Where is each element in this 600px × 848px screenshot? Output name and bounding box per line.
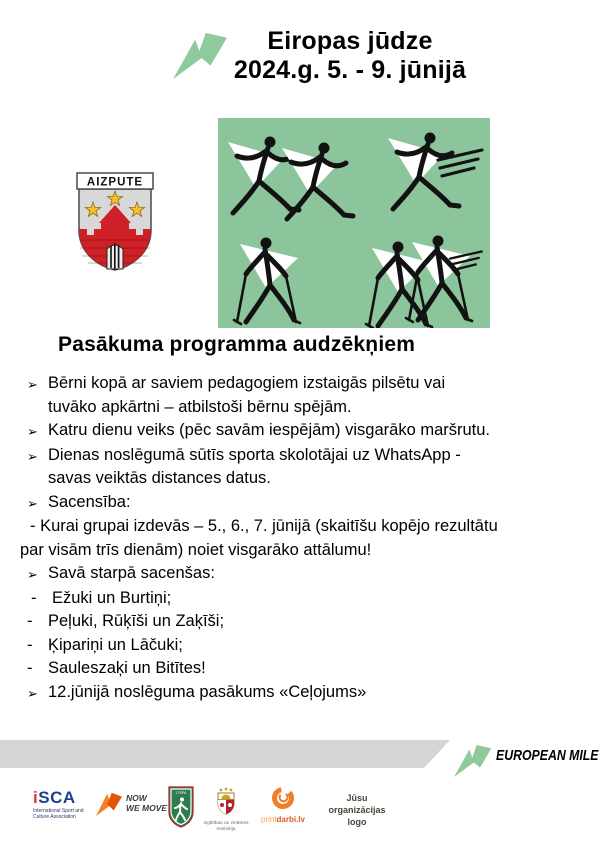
list-item — [20, 657, 498, 681]
ltspa-label: LTSPA — [175, 791, 187, 795]
list-item-text: Ķipariņi un Lāčuki; — [48, 635, 183, 654]
event-title — [150, 27, 550, 85]
ministry-coat-of-arms-icon — [213, 787, 239, 815]
list-item — [20, 610, 498, 634]
list-item — [20, 419, 498, 444]
list-item — [20, 587, 498, 611]
event-title-line1: Eiropas jūdze — [267, 27, 433, 55]
dash-bullet: - — [27, 635, 33, 654]
aizpute-coat-of-arms — [70, 172, 160, 274]
list-item-text: Peļuki, Rūķīši un Zaķīši; — [48, 612, 225, 630]
arrow-bullet-icon: ➢ — [27, 377, 38, 392]
ministry-logo — [202, 787, 250, 833]
ltspa-shield-logo — [167, 786, 195, 828]
list-item — [20, 634, 498, 658]
program-list — [20, 372, 498, 705]
program-heading: Pasākuma programma audzēkņiem — [58, 333, 416, 356]
list-item-text: Sauleszaķi un Bitītes! — [48, 659, 206, 677]
printdarbi-wordmark: printdarbi.lv — [260, 815, 305, 824]
list-item-text: Katru dienu veiks (pēc savām iespējām) visgarāko maršrutu. — [48, 421, 491, 439]
crest-town-name: AIZPUTE — [86, 176, 144, 189]
list-item — [20, 681, 498, 706]
list-item-text: Bērni kopā ar saviem pedagogiem izstaigās pilsētu vai tuvāko apkārtni – atbilstoši bērnu spējām. — [48, 374, 446, 416]
arrow-bullet-icon: ➢ — [27, 448, 38, 464]
dash-bullet: - — [27, 659, 33, 677]
footer-grey-bar — [0, 740, 450, 768]
arrow-bullet-icon: ➢ — [27, 567, 38, 582]
arrow-bullet-icon: ➢ — [27, 685, 38, 701]
list-item — [20, 491, 498, 516]
european-mile-wordmark: EUROPEAN MILE — [496, 747, 599, 764]
list-item — [20, 515, 498, 562]
now-we-move-logo — [95, 791, 167, 817]
org-logo-placeholder: Jūsu organizācijas logo — [328, 793, 386, 828]
list-item — [20, 444, 498, 491]
isca-wordmark — [33, 789, 95, 806]
isca-logo — [33, 789, 95, 821]
list-item-text: - Kurai grupai izdevās – 5., 6., 7. jūnijā (skaitīšu kopējo rezultātu par visām trīs dienām) noiet visgarāko attālumu! — [20, 517, 498, 559]
list-item-text: Dienas noslēgumā sūtīs sporta skolotājai uz WhatsApp - savas veiktās distances datus. — [48, 445, 461, 487]
european-mile-arrow-icon — [452, 739, 492, 783]
dash-bullet: - — [27, 612, 33, 630]
list-item-text: Sacensība: — [48, 492, 131, 511]
arrow-bullet-icon: ➢ — [27, 424, 38, 439]
list-item-text: Savā starpā sacenšas: — [48, 564, 215, 582]
dash-bullet: - — [31, 588, 37, 607]
list-item-text: 12.jūnijā noslēguma pasākums «Ceļojums» — [48, 682, 367, 701]
event-title-dates: 2024.g. 5. - 9. jūnijā — [233, 56, 467, 84]
isca-caption: International Sport and Culture Association — [33, 808, 84, 821]
printdarbi-circle-icon — [271, 786, 295, 810]
arrow-bullet-icon: ➢ — [27, 495, 38, 511]
list-item — [20, 372, 498, 419]
now-we-move-wordmark: NOW WE MOVE — [126, 793, 168, 813]
ministry-caption: Izglītības un zinātnes ministrija — [203, 821, 249, 832]
printdarbi-logo — [257, 786, 309, 824]
now-we-move-arrow-icon — [95, 791, 123, 817]
isca-letters-sca: SCA — [38, 788, 76, 807]
list-item-text: Ežuki un Burtiņi; — [52, 588, 172, 607]
isca-letter-i: i — [33, 788, 39, 807]
runners-illustration — [218, 118, 490, 328]
list-item — [20, 562, 498, 587]
